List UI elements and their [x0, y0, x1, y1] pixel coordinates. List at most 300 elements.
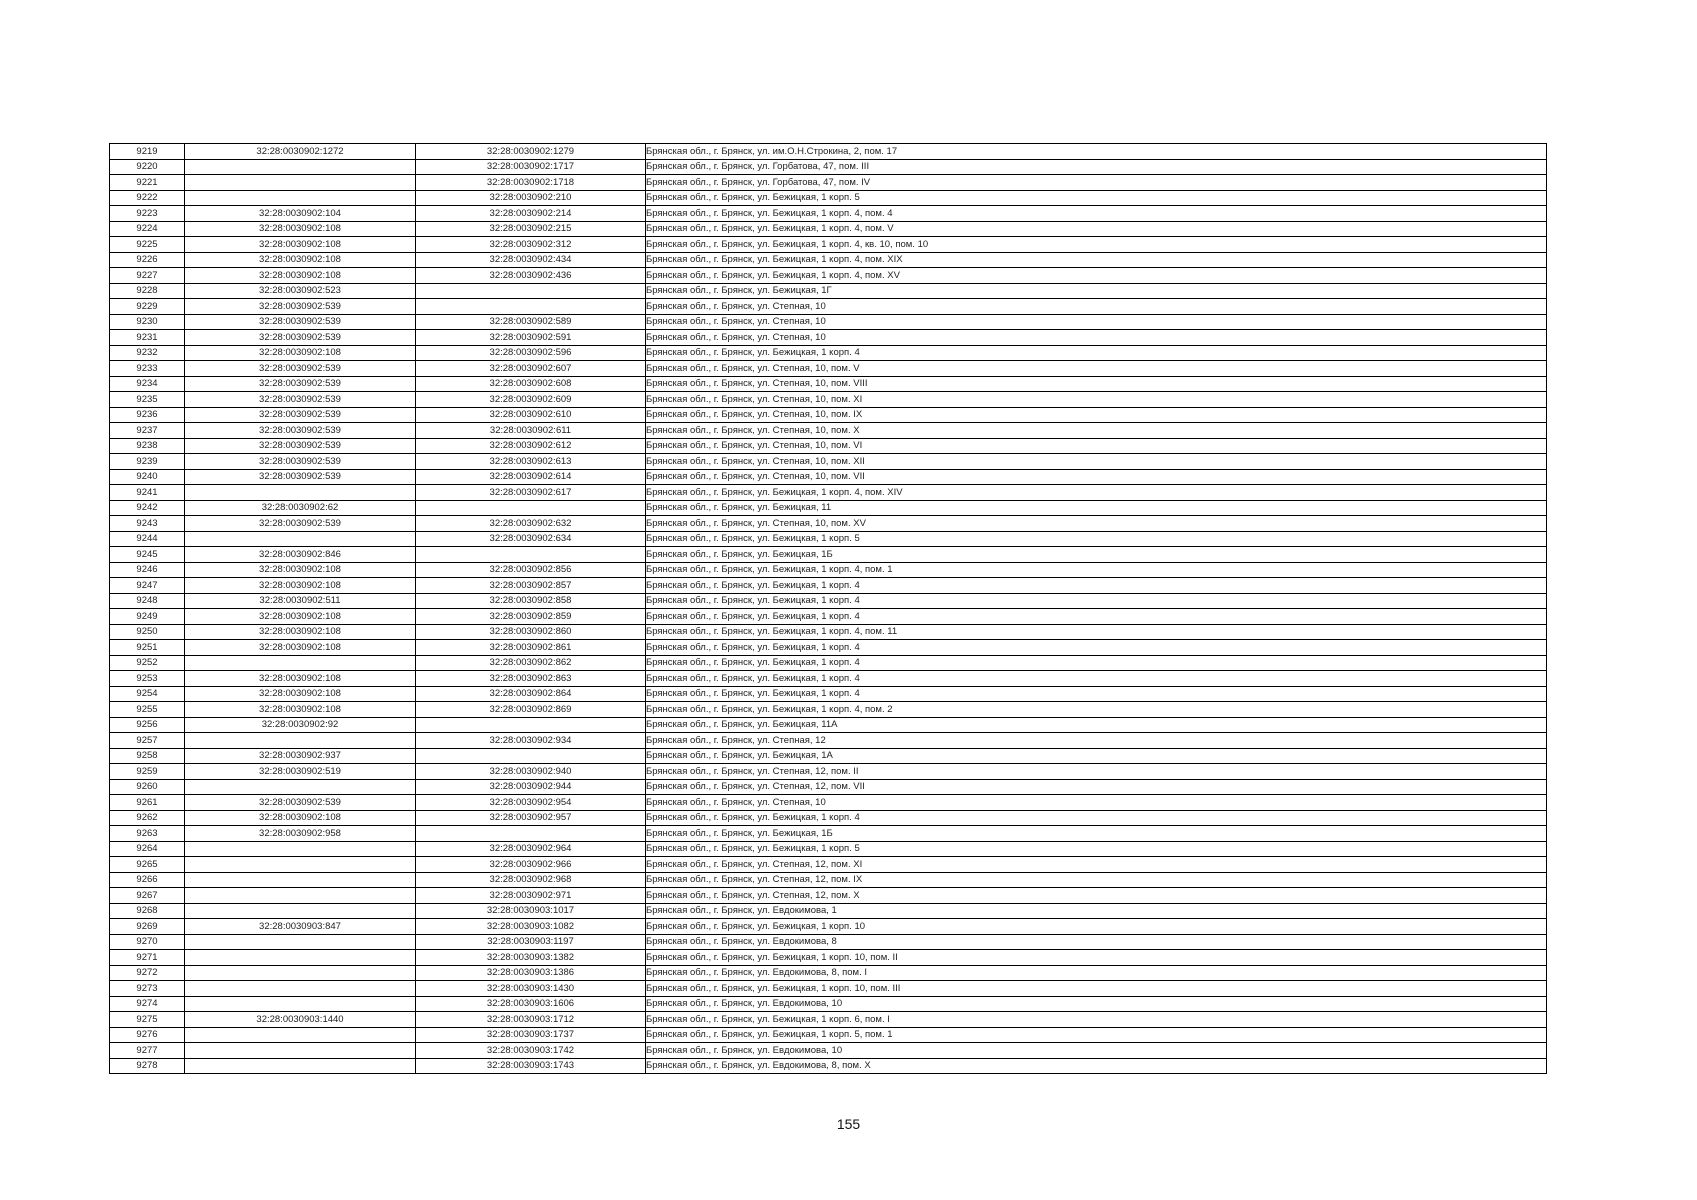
table-row — [110, 764, 1547, 780]
parent-cadastral-number-cell: 32:28:0030902:62 — [185, 500, 416, 516]
cadastral-number-cell: 32:28:0030902:858 — [416, 593, 646, 609]
cadastral-number-cell: 32:28:0030902:613 — [416, 454, 646, 470]
table-row — [110, 562, 1547, 578]
parent-cadastral-number-cell: 32:28:0030902:539 — [185, 438, 416, 454]
address-cell: Брянская обл., г. Брянск, ул. Бежицкая, 1 корп. 4 — [646, 593, 1547, 609]
parent-cadastral-number-cell: 32:28:0030902:539 — [185, 299, 416, 315]
address-cell: Брянская обл., г. Брянск, ул. Степная, 10, пом. XI — [646, 392, 1547, 408]
address-cell: Брянская обл., г. Брянск, ул. Бежицкая, 1 корп. 5 — [646, 841, 1547, 857]
table-row — [110, 686, 1547, 702]
parent-cadastral-number-cell — [185, 1043, 416, 1059]
parent-cadastral-number-cell: 32:28:0030902:1272 — [185, 144, 416, 160]
page-number: 155 — [836, 1116, 861, 1132]
parent-cadastral-number-cell: 32:28:0030902:108 — [185, 686, 416, 702]
cadastral-number-cell: 32:28:0030902:591 — [416, 330, 646, 346]
table-row — [110, 531, 1547, 547]
table-row — [110, 547, 1547, 563]
table-row — [110, 144, 1547, 160]
address-cell: Брянская обл., г. Брянск, ул. Степная, 10, пом. X — [646, 423, 1547, 439]
address-cell: Брянская обл., г. Брянск, ул. Бежицкая, 1 корп. 4 — [646, 345, 1547, 361]
row-number-cell: 9239 — [110, 454, 185, 470]
parent-cadastral-number-cell — [185, 950, 416, 966]
row-number-cell: 9247 — [110, 578, 185, 594]
parent-cadastral-number-cell: 32:28:0030902:108 — [185, 578, 416, 594]
row-number-cell: 9240 — [110, 469, 185, 485]
parent-cadastral-number-cell: 32:28:0030902:539 — [185, 361, 416, 377]
row-number-cell: 9250 — [110, 624, 185, 640]
address-cell: Брянская обл., г. Брянск, ул. Бежицкая, 1 корп. 4 — [646, 640, 1547, 656]
row-number-cell: 9232 — [110, 345, 185, 361]
cadastral-number-cell: 32:28:0030902:1279 — [416, 144, 646, 160]
cadastral-number-cell — [416, 748, 646, 764]
parent-cadastral-number-cell — [185, 903, 416, 919]
table-row — [110, 206, 1547, 222]
parent-cadastral-number-cell: 32:28:0030903:1440 — [185, 1012, 416, 1028]
parent-cadastral-number-cell — [185, 872, 416, 888]
row-number-cell: 9224 — [110, 221, 185, 237]
cadastral-number-cell — [416, 299, 646, 315]
cadastral-number-cell: 32:28:0030902:614 — [416, 469, 646, 485]
cadastral-number-cell: 32:28:0030903:1382 — [416, 950, 646, 966]
table-row — [110, 283, 1547, 299]
row-number-cell: 9256 — [110, 717, 185, 733]
address-cell: Брянская обл., г. Брянск, ул. Бежицкая, 1 корп. 4, пом. 11 — [646, 624, 1547, 640]
row-number-cell: 9263 — [110, 826, 185, 842]
row-number-cell: 9227 — [110, 268, 185, 284]
address-cell: Брянская обл., г. Брянск, ул. Степная, 10, пом. XII — [646, 454, 1547, 470]
cadastral-number-cell: 32:28:0030902:434 — [416, 252, 646, 268]
table-row — [110, 888, 1547, 904]
address-cell: Брянская обл., г. Брянск, ул. Евдокимова, 8, пом. X — [646, 1058, 1547, 1074]
table-row — [110, 779, 1547, 795]
parent-cadastral-number-cell: 32:28:0030902:108 — [185, 671, 416, 687]
table-row — [110, 516, 1547, 532]
address-cell: Брянская обл., г. Брянск, ул. Бежицкая, 1 корп. 5 — [646, 531, 1547, 547]
row-number-cell: 9244 — [110, 531, 185, 547]
address-cell: Брянская обл., г. Брянск, ул. Бежицкая, 1 корп. 4, пом. XIX — [646, 252, 1547, 268]
address-cell: Брянская обл., г. Брянск, ул. Степная, 10, пом. IX — [646, 407, 1547, 423]
address-cell: Брянская обл., г. Брянск, ул. Степная, 12, пом. IX — [646, 872, 1547, 888]
parent-cadastral-number-cell: 32:28:0030902:108 — [185, 702, 416, 718]
cadastral-number-cell: 32:28:0030902:1718 — [416, 175, 646, 191]
row-number-cell: 9268 — [110, 903, 185, 919]
address-cell: Брянская обл., г. Брянск, ул. Бежицкая, 1 корп. 4, кв. 10, пом. 10 — [646, 237, 1547, 253]
cadastral-number-cell — [416, 500, 646, 516]
parent-cadastral-number-cell: 32:28:0030902:539 — [185, 795, 416, 811]
parent-cadastral-number-cell: 32:28:0030902:937 — [185, 748, 416, 764]
address-cell: Брянская обл., г. Брянск, ул. Бежицкая, 1 корп. 5 — [646, 190, 1547, 206]
parent-cadastral-number-cell: 32:28:0030902:108 — [185, 624, 416, 640]
row-number-cell: 9251 — [110, 640, 185, 656]
address-cell: Брянская обл., г. Брянск, ул. Горбатова, 47, пом. III — [646, 159, 1547, 175]
address-cell: Брянская обл., г. Брянск, ул. Бежицкая, 1 корп. 5, пом. 1 — [646, 1027, 1547, 1043]
cadastral-number-cell: 32:28:0030902:863 — [416, 671, 646, 687]
row-number-cell: 9274 — [110, 996, 185, 1012]
parent-cadastral-number-cell — [185, 1027, 416, 1043]
table-row — [110, 640, 1547, 656]
row-number-cell: 9276 — [110, 1027, 185, 1043]
table-row — [110, 268, 1547, 284]
cadastral-number-cell: 32:28:0030903:1742 — [416, 1043, 646, 1059]
row-number-cell: 9228 — [110, 283, 185, 299]
cadastral-number-cell: 32:28:0030902:617 — [416, 485, 646, 501]
address-cell: Брянская обл., г. Брянск, ул. Бежицкая, 1 корп. 4 — [646, 810, 1547, 826]
row-number-cell: 9272 — [110, 965, 185, 981]
row-number-cell: 9245 — [110, 547, 185, 563]
table-row — [110, 485, 1547, 501]
cadastral-number-cell: 32:28:0030902:869 — [416, 702, 646, 718]
cadastral-table — [109, 143, 1547, 1074]
table-row — [110, 314, 1547, 330]
cadastral-number-cell: 32:28:0030903:1082 — [416, 919, 646, 935]
row-number-cell: 9253 — [110, 671, 185, 687]
cadastral-number-cell: 32:28:0030902:857 — [416, 578, 646, 594]
table-row — [110, 1043, 1547, 1059]
address-cell: Брянская обл., г. Брянск, ул. Степная, 10 — [646, 314, 1547, 330]
row-number-cell: 9225 — [110, 237, 185, 253]
table-row — [110, 159, 1547, 175]
row-number-cell: 9221 — [110, 175, 185, 191]
parent-cadastral-number-cell: 32:28:0030902:108 — [185, 562, 416, 578]
cadastral-number-cell: 32:28:0030902:210 — [416, 190, 646, 206]
table-row — [110, 330, 1547, 346]
cadastral-number-cell: 32:28:0030902:859 — [416, 609, 646, 625]
parent-cadastral-number-cell: 32:28:0030902:108 — [185, 810, 416, 826]
row-number-cell: 9246 — [110, 562, 185, 578]
parent-cadastral-number-cell: 32:28:0030902:104 — [185, 206, 416, 222]
address-cell: Брянская обл., г. Брянск, ул. Бежицкая, 1 корп. 4, пом. V — [646, 221, 1547, 237]
table-row — [110, 1027, 1547, 1043]
table-row — [110, 748, 1547, 764]
parent-cadastral-number-cell: 32:28:0030902:523 — [185, 283, 416, 299]
table-row — [110, 407, 1547, 423]
parent-cadastral-number-cell — [185, 485, 416, 501]
parent-cadastral-number-cell — [185, 841, 416, 857]
address-cell: Брянская обл., г. Брянск, ул. Бежицкая, 11А — [646, 717, 1547, 733]
row-number-cell: 9269 — [110, 919, 185, 935]
row-number-cell: 9241 — [110, 485, 185, 501]
address-cell: Брянская обл., г. Брянск, ул. Бежицкая, 1 корп. 10, пом. III — [646, 981, 1547, 997]
table-row — [110, 655, 1547, 671]
row-number-cell: 9235 — [110, 392, 185, 408]
cadastral-number-cell: 32:28:0030902:860 — [416, 624, 646, 640]
address-cell: Брянская обл., г. Брянск, ул. Степная, 12, пом. X — [646, 888, 1547, 904]
address-cell: Брянская обл., г. Брянск, ул. Бежицкая, 1 корп. 4 — [646, 655, 1547, 671]
address-cell: Брянская обл., г. Брянск, ул. Евдокимова, 10 — [646, 1043, 1547, 1059]
table-row — [110, 671, 1547, 687]
table-row — [110, 500, 1547, 516]
address-cell: Брянская обл., г. Брянск, ул. Бежицкая, 1 корп. 10 — [646, 919, 1547, 935]
parent-cadastral-number-cell — [185, 175, 416, 191]
parent-cadastral-number-cell — [185, 655, 416, 671]
parent-cadastral-number-cell — [185, 934, 416, 950]
cadastral-number-cell: 32:28:0030902:862 — [416, 655, 646, 671]
table-row — [110, 702, 1547, 718]
cadastral-number-cell: 32:28:0030902:312 — [416, 237, 646, 253]
parent-cadastral-number-cell: 32:28:0030902:539 — [185, 376, 416, 392]
address-cell: Брянская обл., г. Брянск, ул. Горбатова, 47, пом. IV — [646, 175, 1547, 191]
cadastral-number-cell: 32:28:0030902:1717 — [416, 159, 646, 175]
table-row — [110, 578, 1547, 594]
parent-cadastral-number-cell: 32:28:0030902:539 — [185, 516, 416, 532]
table-row — [110, 361, 1547, 377]
row-number-cell: 9249 — [110, 609, 185, 625]
row-number-cell: 9219 — [110, 144, 185, 160]
address-cell: Брянская обл., г. Брянск, ул. Степная, 10 — [646, 795, 1547, 811]
cadastral-number-cell: 32:28:0030902:611 — [416, 423, 646, 439]
cadastral-number-cell: 32:28:0030902:968 — [416, 872, 646, 888]
cadastral-number-cell: 32:28:0030903:1743 — [416, 1058, 646, 1074]
row-number-cell: 9265 — [110, 857, 185, 873]
row-number-cell: 9248 — [110, 593, 185, 609]
table-row — [110, 826, 1547, 842]
row-number-cell: 9273 — [110, 981, 185, 997]
cadastral-number-cell: 32:28:0030902:971 — [416, 888, 646, 904]
table-row — [110, 609, 1547, 625]
table-row — [110, 252, 1547, 268]
cadastral-number-cell: 32:28:0030902:954 — [416, 795, 646, 811]
parent-cadastral-number-cell — [185, 733, 416, 749]
row-number-cell: 9277 — [110, 1043, 185, 1059]
row-number-cell: 9257 — [110, 733, 185, 749]
parent-cadastral-number-cell: 32:28:0030902:108 — [185, 221, 416, 237]
cadastral-number-cell: 32:28:0030903:1017 — [416, 903, 646, 919]
parent-cadastral-number-cell — [185, 996, 416, 1012]
row-number-cell: 9260 — [110, 779, 185, 795]
address-cell: Брянская обл., г. Брянск, ул. Бежицкая, 1 корп. 6, пом. I — [646, 1012, 1547, 1028]
address-cell: Брянская обл., г. Брянск, ул. Степная, 10, пом. V — [646, 361, 1547, 377]
address-cell: Брянская обл., г. Брянск, ул. Бежицкая, 1 корп. 4 — [646, 578, 1547, 594]
table-row — [110, 919, 1547, 935]
row-number-cell: 9229 — [110, 299, 185, 315]
row-number-cell: 9255 — [110, 702, 185, 718]
cadastral-number-cell: 32:28:0030902:436 — [416, 268, 646, 284]
table-row — [110, 345, 1547, 361]
table-row — [110, 717, 1547, 733]
address-cell: Брянская обл., г. Брянск, ул. Бежицкая, 1 корп. 4, пом. XIV — [646, 485, 1547, 501]
address-cell: Брянская обл., г. Брянск, ул. Степная, 10, пом. VIII — [646, 376, 1547, 392]
parent-cadastral-number-cell — [185, 190, 416, 206]
table-row — [110, 872, 1547, 888]
cadastral-number-cell: 32:28:0030902:214 — [416, 206, 646, 222]
table-row — [110, 981, 1547, 997]
parent-cadastral-number-cell: 32:28:0030902:108 — [185, 252, 416, 268]
address-cell: Брянская обл., г. Брянск, ул. Бежицкая, 1 корп. 4 — [646, 686, 1547, 702]
parent-cadastral-number-cell: 32:28:0030902:108 — [185, 237, 416, 253]
table-row — [110, 934, 1547, 950]
parent-cadastral-number-cell: 32:28:0030902:511 — [185, 593, 416, 609]
cadastral-number-cell: 32:28:0030902:589 — [416, 314, 646, 330]
table-row — [110, 950, 1547, 966]
row-number-cell: 9262 — [110, 810, 185, 826]
table-row — [110, 175, 1547, 191]
table-row — [110, 996, 1547, 1012]
table-row — [110, 903, 1547, 919]
row-number-cell: 9271 — [110, 950, 185, 966]
cadastral-number-cell: 32:28:0030903:1430 — [416, 981, 646, 997]
table-row — [110, 1058, 1547, 1074]
address-cell: Брянская обл., г. Брянск, ул. Степная, 12, пом. II — [646, 764, 1547, 780]
cadastral-number-cell: 32:28:0030902:610 — [416, 407, 646, 423]
address-cell: Брянская обл., г. Брянск, ул. Бежицкая, 1 корп. 10, пом. II — [646, 950, 1547, 966]
address-cell: Брянская обл., г. Брянск, ул. Бежицкая, 1 корп. 4 — [646, 609, 1547, 625]
row-number-cell: 9266 — [110, 872, 185, 888]
address-cell: Брянская обл., г. Брянск, ул. Бежицкая, 1 корп. 4 — [646, 671, 1547, 687]
table-row — [110, 190, 1547, 206]
row-number-cell: 9226 — [110, 252, 185, 268]
parent-cadastral-number-cell — [185, 779, 416, 795]
cadastral-number-cell — [416, 283, 646, 299]
table-row — [110, 965, 1547, 981]
parent-cadastral-number-cell: 32:28:0030902:108 — [185, 345, 416, 361]
parent-cadastral-number-cell: 32:28:0030902:539 — [185, 314, 416, 330]
row-number-cell: 9275 — [110, 1012, 185, 1028]
cadastral-number-cell: 32:28:0030902:608 — [416, 376, 646, 392]
cadastral-number-cell: 32:28:0030902:934 — [416, 733, 646, 749]
parent-cadastral-number-cell — [185, 1058, 416, 1074]
address-cell: Брянская обл., г. Брянск, ул. Евдокимова, 8 — [646, 934, 1547, 950]
address-cell: Брянская обл., г. Брянск, ул. Степная, 12 — [646, 733, 1547, 749]
table-row — [110, 469, 1547, 485]
row-number-cell: 9270 — [110, 934, 185, 950]
row-number-cell: 9243 — [110, 516, 185, 532]
parent-cadastral-number-cell — [185, 857, 416, 873]
table-row — [110, 624, 1547, 640]
row-number-cell: 9259 — [110, 764, 185, 780]
cadastral-number-cell: 32:28:0030902:966 — [416, 857, 646, 873]
address-cell: Брянская обл., г. Брянск, ул. Степная, 10, пом. XV — [646, 516, 1547, 532]
cadastral-number-cell: 32:28:0030902:944 — [416, 779, 646, 795]
cadastral-number-cell: 32:28:0030903:1386 — [416, 965, 646, 981]
parent-cadastral-number-cell — [185, 965, 416, 981]
row-number-cell: 9223 — [110, 206, 185, 222]
address-cell: Брянская обл., г. Брянск, ул. Бежицкая, 1Г — [646, 283, 1547, 299]
address-cell: Брянская обл., г. Брянск, ул. Степная, 12, пом. VII — [646, 779, 1547, 795]
address-cell: Брянская обл., г. Брянск, ул. Бежицкая, 11 — [646, 500, 1547, 516]
row-number-cell: 9261 — [110, 795, 185, 811]
row-number-cell: 9234 — [110, 376, 185, 392]
cadastral-number-cell: 32:28:0030902:607 — [416, 361, 646, 377]
row-number-cell: 9236 — [110, 407, 185, 423]
parent-cadastral-number-cell — [185, 888, 416, 904]
row-number-cell: 9264 — [110, 841, 185, 857]
row-number-cell: 9233 — [110, 361, 185, 377]
table-row — [110, 454, 1547, 470]
cadastral-number-cell: 32:28:0030902:612 — [416, 438, 646, 454]
address-cell: Брянская обл., г. Брянск, ул. Степная, 10, пом. VI — [646, 438, 1547, 454]
cadastral-number-cell — [416, 717, 646, 733]
address-cell: Брянская обл., г. Брянск, ул. Бежицкая, 1А — [646, 748, 1547, 764]
address-cell: Брянская обл., г. Брянск, ул. Степная, 10 — [646, 299, 1547, 315]
cadastral-number-cell: 32:28:0030902:215 — [416, 221, 646, 237]
address-cell: Брянская обл., г. Брянск, ул. им.О.Н.Строкина, 2, пом. 17 — [646, 144, 1547, 160]
cadastral-number-cell: 32:28:0030902:609 — [416, 392, 646, 408]
parent-cadastral-number-cell — [185, 159, 416, 175]
cadastral-number-cell: 32:28:0030903:1737 — [416, 1027, 646, 1043]
row-number-cell: 9222 — [110, 190, 185, 206]
parent-cadastral-number-cell: 32:28:0030903:847 — [185, 919, 416, 935]
parent-cadastral-number-cell: 32:28:0030902:958 — [185, 826, 416, 842]
cadastral-number-cell: 32:28:0030902:864 — [416, 686, 646, 702]
parent-cadastral-number-cell — [185, 981, 416, 997]
row-number-cell: 9242 — [110, 500, 185, 516]
address-cell: Брянская обл., г. Брянск, ул. Евдокимова, 10 — [646, 996, 1547, 1012]
address-cell: Брянская обл., г. Брянск, ул. Бежицкая, 1 корп. 4, пом. 1 — [646, 562, 1547, 578]
table-row — [110, 593, 1547, 609]
address-cell: Брянская обл., г. Брянск, ул. Степная, 10, пом. VII — [646, 469, 1547, 485]
row-number-cell: 9254 — [110, 686, 185, 702]
table-row — [110, 795, 1547, 811]
address-cell: Брянская обл., г. Брянск, ул. Бежицкая, 1Б — [646, 826, 1547, 842]
parent-cadastral-number-cell: 32:28:0030902:846 — [185, 547, 416, 563]
address-cell: Брянская обл., г. Брянск, ул. Бежицкая, 1Б — [646, 547, 1547, 563]
table-row — [110, 299, 1547, 315]
table-row — [110, 237, 1547, 253]
row-number-cell: 9278 — [110, 1058, 185, 1074]
table-row — [110, 857, 1547, 873]
row-number-cell: 9252 — [110, 655, 185, 671]
parent-cadastral-number-cell: 32:28:0030902:539 — [185, 407, 416, 423]
parent-cadastral-number-cell — [185, 531, 416, 547]
table-row — [110, 1012, 1547, 1028]
parent-cadastral-number-cell: 32:28:0030902:539 — [185, 469, 416, 485]
address-cell: Брянская обл., г. Брянск, ул. Степная, 10 — [646, 330, 1547, 346]
address-cell: Брянская обл., г. Брянск, ул. Бежицкая, 1 корп. 4, пом. 2 — [646, 702, 1547, 718]
parent-cadastral-number-cell: 32:28:0030902:519 — [185, 764, 416, 780]
cadastral-number-cell: 32:28:0030903:1606 — [416, 996, 646, 1012]
cadastral-number-cell: 32:28:0030902:964 — [416, 841, 646, 857]
cadastral-number-cell: 32:28:0030902:632 — [416, 516, 646, 532]
parent-cadastral-number-cell: 32:28:0030902:108 — [185, 640, 416, 656]
table-row — [110, 438, 1547, 454]
table-row — [110, 392, 1547, 408]
parent-cadastral-number-cell: 32:28:0030902:92 — [185, 717, 416, 733]
cadastral-number-cell: 32:28:0030902:957 — [416, 810, 646, 826]
row-number-cell: 9220 — [110, 159, 185, 175]
address-cell: Брянская обл., г. Брянск, ул. Бежицкая, 1 корп. 4, пом. XV — [646, 268, 1547, 284]
address-cell: Брянская обл., г. Брянск, ул. Степная, 12, пом. XI — [646, 857, 1547, 873]
address-cell: Брянская обл., г. Брянск, ул. Бежицкая, 1 корп. 4, пом. 4 — [646, 206, 1547, 222]
address-cell: Брянская обл., г. Брянск, ул. Евдокимова, 1 — [646, 903, 1547, 919]
parent-cadastral-number-cell: 32:28:0030902:539 — [185, 423, 416, 439]
cadastral-number-cell: 32:28:0030903:1712 — [416, 1012, 646, 1028]
cadastral-number-cell: 32:28:0030903:1197 — [416, 934, 646, 950]
cadastral-number-cell: 32:28:0030902:856 — [416, 562, 646, 578]
table-row — [110, 841, 1547, 857]
parent-cadastral-number-cell: 32:28:0030902:539 — [185, 392, 416, 408]
table-row — [110, 376, 1547, 392]
row-number-cell: 9237 — [110, 423, 185, 439]
cadastral-number-cell: 32:28:0030902:634 — [416, 531, 646, 547]
row-number-cell: 9230 — [110, 314, 185, 330]
cadastral-number-cell: 32:28:0030902:940 — [416, 764, 646, 780]
address-cell: Брянская обл., г. Брянск, ул. Евдокимова, 8, пом. I — [646, 965, 1547, 981]
row-number-cell: 9258 — [110, 748, 185, 764]
row-number-cell: 9238 — [110, 438, 185, 454]
row-number-cell: 9267 — [110, 888, 185, 904]
row-number-cell: 9231 — [110, 330, 185, 346]
table-row — [110, 810, 1547, 826]
table-body — [110, 144, 1547, 1074]
parent-cadastral-number-cell: 32:28:0030902:108 — [185, 268, 416, 284]
cadastral-number-cell — [416, 826, 646, 842]
cadastral-number-cell: 32:28:0030902:861 — [416, 640, 646, 656]
cadastral-number-cell: 32:28:0030902:596 — [416, 345, 646, 361]
parent-cadastral-number-cell: 32:28:0030902:108 — [185, 609, 416, 625]
table-row — [110, 733, 1547, 749]
parent-cadastral-number-cell: 32:28:0030902:539 — [185, 330, 416, 346]
table-row — [110, 221, 1547, 237]
